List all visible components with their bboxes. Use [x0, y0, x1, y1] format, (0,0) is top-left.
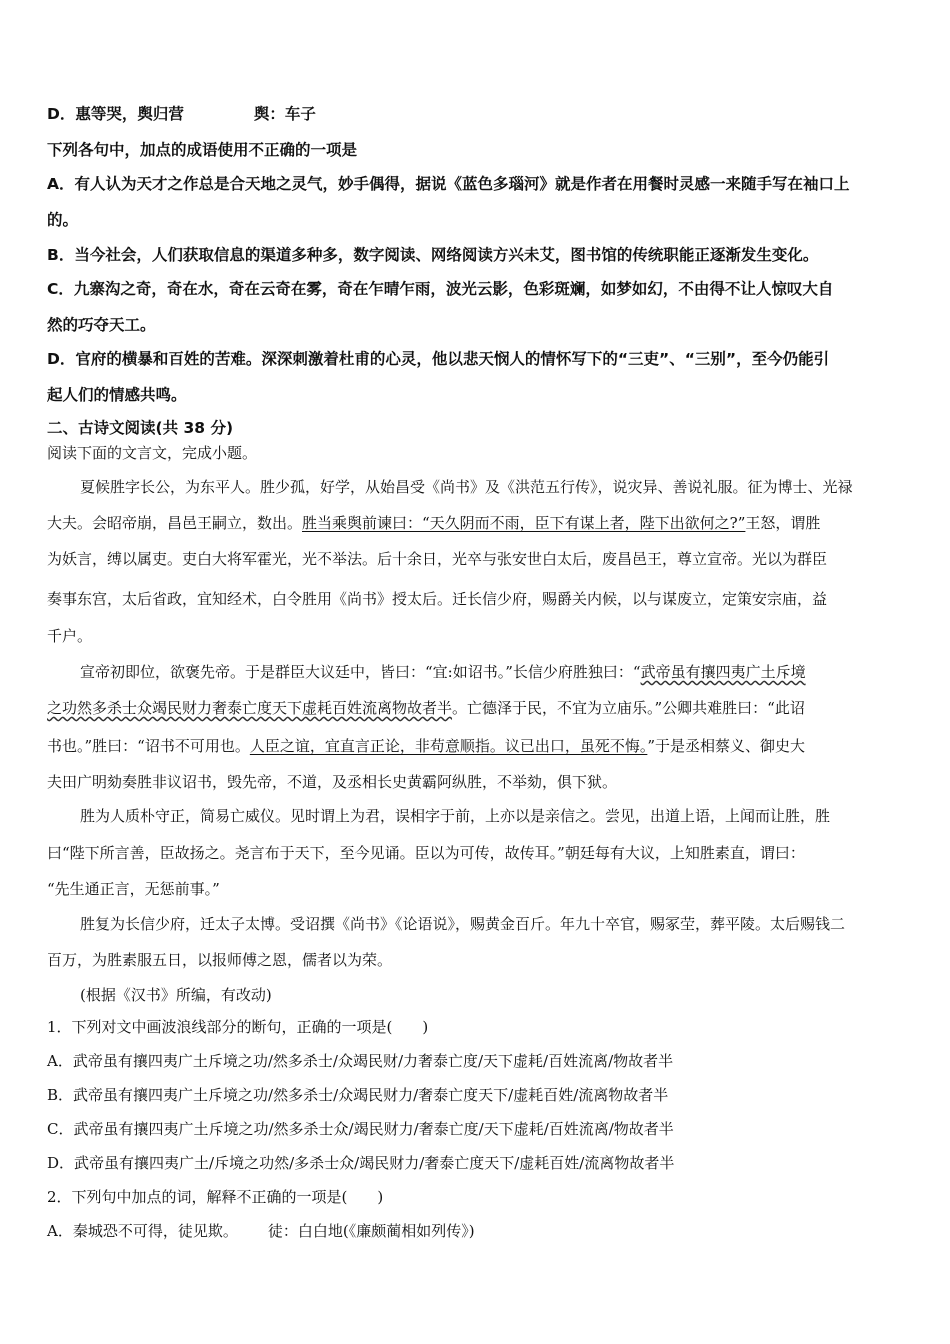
- q1-option-c: C．武帝虽有攘四夷广土斥境之功/然多杀士众/竭民财力/奢泰亡度/天下虚耗/百姓流离/物故者半: [47, 1120, 674, 1138]
- q1-option-b: B．武帝虽有攘四夷广土斥境之功/然多杀士/众竭民财力/奢泰亡度天下/虚耗百姓/流离物故者半: [47, 1086, 669, 1104]
- q2-prompt: 2．下列句中加点的词，解释不正确的一项是( ): [47, 1188, 384, 1206]
- idiom-option-a-line2: 的。: [47, 211, 79, 229]
- q2-option-a: A．秦城恐不可得，徒见欺。 徒：白白地(《廉颇蔺相如列传》): [47, 1222, 475, 1240]
- passage-p3-line2: 曰“陛下所言善，臣故扬之。尧言布于天下，至今见诵。臣以为可传，故传耳。”朝廷每有大议，上知胜素直，谓曰：: [47, 844, 805, 862]
- idiom-option-b: B．当今社会，人们获取信息的渠道多种多，数字阅读、网络阅读方兴未艾，图书馆的传统职能正逐渐发生变化。: [47, 246, 819, 264]
- idiom-option-d-line2: 起人们的情感共鸣。: [47, 386, 187, 404]
- wavy-line-part-2: 之功然多杀士众竭民财力奢泰亡度天下虚耗百姓流离物故者半: [47, 699, 453, 717]
- passage-p4-line2: 百万，为胜素服五日，以报师傅之恩，儒者以为荣。: [47, 951, 393, 969]
- passage-p2-line3: 书也。”胜曰：“诏书不可用也。人臣之谊，宜直言正论，非苟意顺指。议已出口，虽死不悔。”于是丞相蔡义、御史大: [47, 737, 806, 755]
- idiom-option-c-line1: C．九寨沟之奇，奇在水，奇在云奇在雾，奇在乍晴乍雨，波光云影，色彩斑斓，如梦如幻，不由得不让人惊叹大自: [47, 280, 834, 298]
- q1-option-a: A．武帝虽有攘四夷广土斥境之功/然多杀士/众竭民财/力奢泰亡度/天下虚耗/百姓流离/物故者半: [47, 1052, 674, 1070]
- idiom-question-prompt: 下列各句中，加点的成语使用不正确的一项是: [47, 141, 358, 159]
- q1-prompt: 1．下列对文中画波浪线部分的断句，正确的一项是( ): [47, 1018, 429, 1036]
- passage-p2-line1: 宣帝初即位，欲褒先帝。于是群臣大议廷中，皆曰：“宜:如诏书。”长信少府胜独曰：“武帝虽有攘四夷广土斥境: [80, 663, 806, 681]
- section-title: 二、古诗文阅读(共 38 分): [47, 419, 234, 437]
- passage-source: (根据《汉书》所编，有改动): [80, 986, 272, 1004]
- passage-p3-line3: “先生通正言，无惩前事。”: [47, 880, 220, 898]
- option-d-top: D．惠等哭，舆归营 舆：车子: [47, 105, 316, 123]
- wavy-line-part-1: 武帝虽有攘四夷广土斥境: [640, 663, 806, 681]
- section-intro: 阅读下面的文言文，完成小题。: [47, 444, 258, 462]
- underlined-sentence-1: 胜当乘舆前谏曰：“天久阴而不雨，臣下有谋上者，陛下出欲何之?”: [302, 514, 746, 532]
- underlined-sentence-2: 人臣之谊，宜直言正论，非苟意顺指。议已出口，虽死不悔。: [249, 737, 648, 755]
- passage-p2-line4: 夫田广明劾奏胜非议诏书，毁先帝，不道，及丞相长史黄霸阿纵胜，不举劾，俱下狱。: [47, 773, 618, 791]
- idiom-option-a-line1: A．有人认为天才之作总是合天地之灵气，妙手偶得，据说《蓝色多瑙河》就是作者在用餐时灵感一来随手写在袖口上: [47, 175, 850, 193]
- passage-p4-line1: 胜复为长信少府，迁太子太博。受诏撰《尚书》《论语说》，赐黄金百斤。年九十卒官，赐冢茔，葬平陵。太后赐钱二: [80, 915, 846, 933]
- passage-p1-line5: 千户。: [47, 627, 93, 645]
- passage-p1-line4: 奏事东宫，太后省政，宜知经术，白令胜用《尚书》授太后。迁长信少府，赐爵关内候，以与谋废立，定策安宗庙，益: [47, 590, 828, 608]
- idiom-option-d-line1: D．官府的横暴和百姓的苦难。深深刺激着杜甫的心灵，他以悲天悯人的情怀写下的“三吏”、“三别”，至今仍能引: [47, 350, 830, 368]
- passage-p1-line1: 夏候胜字长公，为东平人。胜少孤，好学，从始昌受《尚书》及《洪范五行传》，说灾异、善说礼服。征为博士、光禄: [80, 478, 853, 496]
- q1-option-d: D．武帝虽有攘四夷广土/斥境之功然/多杀士众/竭民财力/奢泰亡度天下/虚耗百姓/流离物故者半: [47, 1154, 675, 1172]
- passage-p1-line2: 大夫。会昭帝崩，昌邑王嗣立，数出。胜当乘舆前谏曰：“天久阴而不雨，臣下有谋上者，陛下出欲何之?”王怒，谓胜: [47, 514, 821, 532]
- passage-p2-line2: 之功然多杀士众竭民财力奢泰亡度天下虚耗百姓流离物故者半。亡德泽于民，不宜为立庙乐。”公卿共难胜曰：“此诏: [47, 699, 805, 717]
- passage-p1-line3: 为妖言，缚以属吏。吏白大将军霍光，光不举法。后十余日，光卒与张安世白太后，废昌邑王，尊立宣帝。光以为群臣: [47, 550, 828, 568]
- passage-p3-line1: 胜为人质朴守正，简易亡威仪。见时谓上为君，误相字于前，上亦以是亲信之。尝见，出道上语，上闻而让胜，胜: [80, 807, 831, 825]
- idiom-option-c-line2: 然的巧夺天工。: [47, 316, 156, 334]
